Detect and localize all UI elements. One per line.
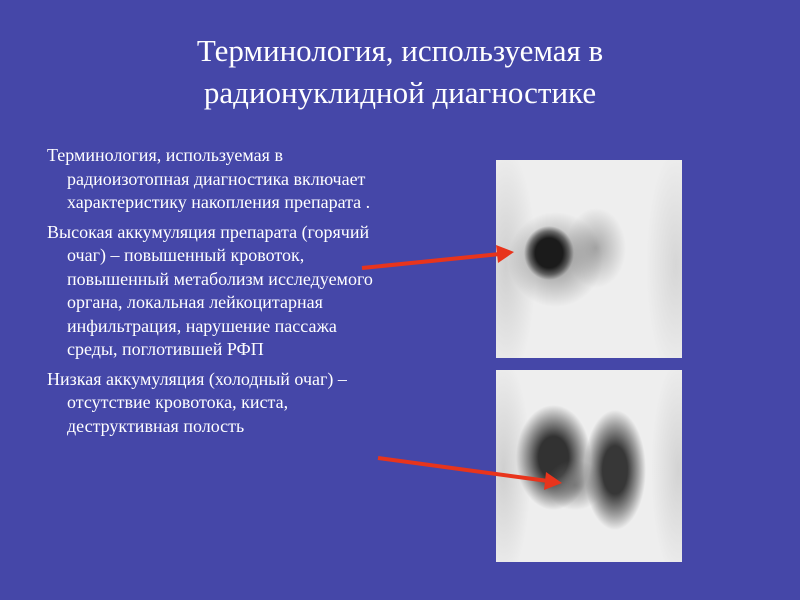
- slide-title-line-2: радионуклидной диагностике: [203, 75, 597, 110]
- scan-noise-right: [651, 370, 682, 562]
- body-paragraph-hot-spot: Высокая аккумуляция препарата (горячий очаг) – повышенный кровоток, повышенный метаболизм исследуемого органа, локальная лейкоцитарная инфильтрация, нарушение пассажа среды, поглотившей РФП: [47, 221, 373, 359]
- body-text-list: [47, 144, 377, 444]
- slide-title: [60, 30, 740, 114]
- hot-spot-arrow-line: [362, 254, 500, 268]
- body-paragraph-cold-spot: Низкая аккумуляция (холодный очаг) – отсутствие кровотока, киста, деструктивная полость: [47, 368, 347, 436]
- faint-uptake-area: [566, 208, 626, 288]
- cold-spot-area: [546, 460, 604, 510]
- scintigram-hot-spot-image: [496, 160, 682, 358]
- scintigram-cold-spot-image: [496, 370, 682, 562]
- body-paragraph-intro: Терминология, используемая в радиоизотопная диагностика включает характеристику накопления препарата .: [47, 145, 371, 212]
- scan-noise-right: [646, 160, 682, 358]
- slide-title-line-1: Терминология, используемая в: [196, 33, 604, 68]
